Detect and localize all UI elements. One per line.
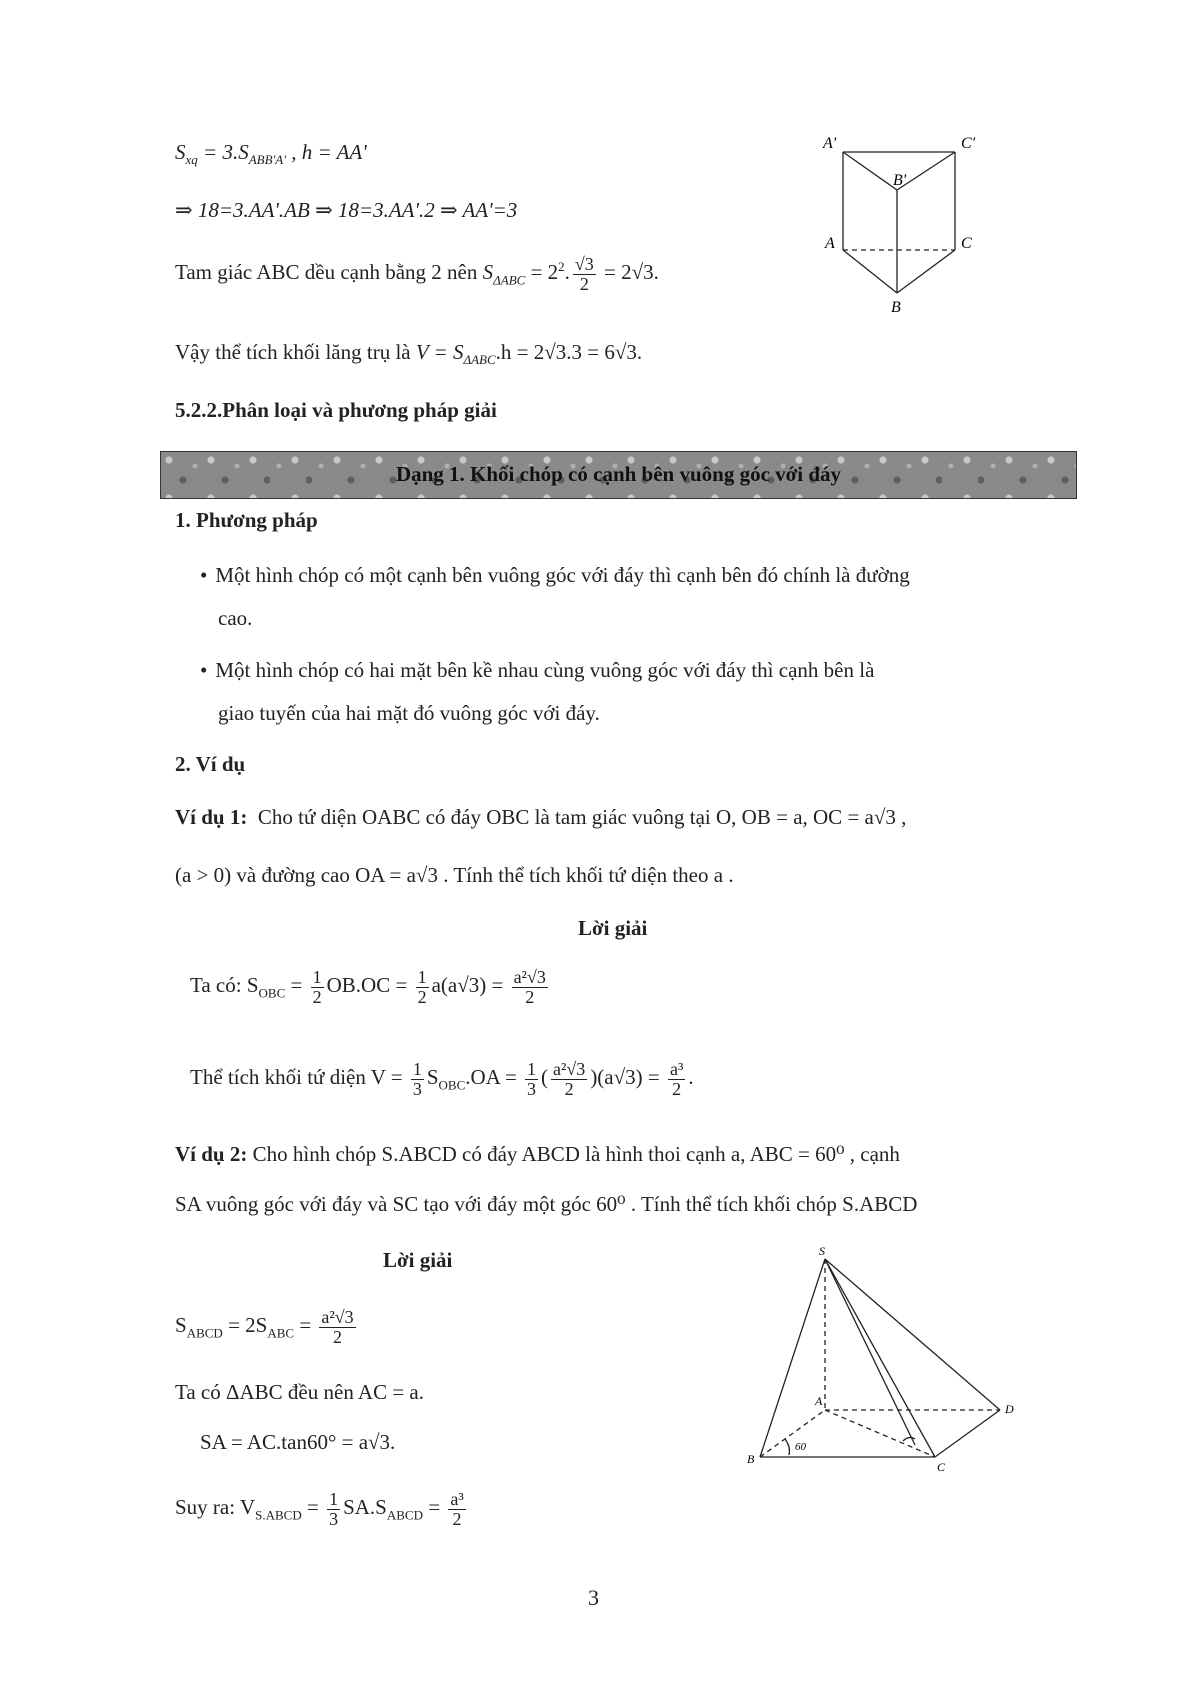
ex1-sol-area: Ta có: $S_{OBC}$ = $\frac{1}{2}$ OB.OC = $\frac{1}{2}$ a(a√3) = $\frac{\text{a²√3}}{2}$ bbox=[190, 967, 546, 1007]
ex2-sol-volume: Suy ra: $V_{S.ABCD}$ = $\frac{1}{3}$ $SA.S_{ABCD}$ = $\frac{\text{a³}}{2}$ bbox=[175, 1489, 464, 1529]
section-heading: 5.2.2.Phân loại và phương pháp giải bbox=[175, 398, 497, 422]
prism-figure bbox=[815, 130, 985, 320]
method-bullet-2: • Một hình chóp có hai mặt bên kề nhau cùng vuông góc với đáy thì cạnh bên là bbox=[200, 658, 874, 683]
triangle-area-line: Tam giác ABC dều cạnh bằng 2 nên $S_{\Delta ABC} = 2^2$. $\frac{√3}{2}$ = 2√3. bbox=[175, 254, 659, 294]
label-s: S bbox=[819, 1245, 825, 1258]
method-bullet-1: • Một hình chóp có một cạnh bên vuông góc với đáy thì cạnh bên đó chính là đường bbox=[200, 563, 910, 588]
label-b-prime: B' bbox=[893, 172, 907, 189]
label-d: D bbox=[1005, 1402, 1014, 1416]
label-c: C bbox=[961, 235, 972, 252]
label-c-prime: C' bbox=[961, 135, 976, 152]
method-bullet-2-cont: giao tuyến của hai mặt đó vuông góc với đáy. bbox=[218, 701, 600, 725]
ex1-solution-title: Lời giải bbox=[578, 916, 648, 940]
label-angle: 60 bbox=[795, 1441, 806, 1453]
banner-title: Dạng 1. Khối chóp có cạnh bên vuông góc với đáy bbox=[395, 462, 842, 486]
label-c: C bbox=[937, 1460, 946, 1474]
formula-aa-height: ⇒ 18=3.AA'.AB ⇒ 18=3.AA'.2 ⇒ AA'=3 bbox=[175, 198, 518, 222]
ex2-sol-area: $S_{ABCD} = 2S_{ABC}$ = $\frac{\text{a²√3}}{2}$ bbox=[175, 1307, 354, 1347]
label-b: B bbox=[747, 1452, 755, 1466]
ex2-line1: Ví dụ 2: Cho hình chóp S.ABCD có đáy ABCD là hình thoi cạnh a, ABC = 60⁰ , cạnh bbox=[175, 1142, 900, 1166]
label-a: A bbox=[825, 235, 835, 252]
formula-xq-area: $S_{xq} = 3.S_{ABB'A'}$ , h = AA' bbox=[175, 140, 367, 168]
ex1-line2: (a > 0) và đường cao OA = a√3 . Tính thể tích khối tứ diện theo a . bbox=[175, 863, 734, 887]
method-heading: 1. Phương pháp bbox=[175, 508, 318, 532]
ex1-sol-volume: Thể tích khối tứ diện V = $\frac{1}{3}$ $S_{OBC}.OA$ = $\frac{1}{3}$ ( $\frac{\text{a²√3}}{2}$ )(a√3) = $\frac{\text{a³}}{2}$ . bbox=[190, 1059, 694, 1099]
ex2-solution-title: Lời giải bbox=[383, 1248, 453, 1272]
label-a-prime: A' bbox=[823, 135, 837, 152]
method-bullet-1-cont: cao. bbox=[218, 606, 253, 630]
ex2-sol-ac: Ta có ΔABC đều nên AC = a. bbox=[175, 1380, 425, 1404]
ex2-line2: SA vuông góc với đáy và SC tạo với đáy một góc 60⁰ . Tính thể tích khối chóp S.ABCD bbox=[175, 1192, 918, 1216]
label-a: A bbox=[815, 1394, 823, 1408]
page-number: 3 bbox=[588, 1585, 599, 1610]
examples-heading: 2. Ví dụ bbox=[175, 752, 246, 776]
ex1-line1: Ví dụ 1: Cho tứ diện OABC có đáy OBC là tam giác vuông tại O, OB = a, OC = a√3 , bbox=[175, 805, 907, 829]
prism-volume-line: Vậy thể tích khối lăng trụ là $V = S_{\Delta ABC}.h = 2√3.3 = 6√3$. bbox=[175, 340, 643, 368]
label-b: B bbox=[891, 299, 901, 316]
dang1-banner bbox=[160, 451, 1077, 499]
pyramid-figure bbox=[745, 1245, 1025, 1475]
ex2-sol-sa: SA = AC.tan60° = a√3. bbox=[200, 1430, 396, 1454]
